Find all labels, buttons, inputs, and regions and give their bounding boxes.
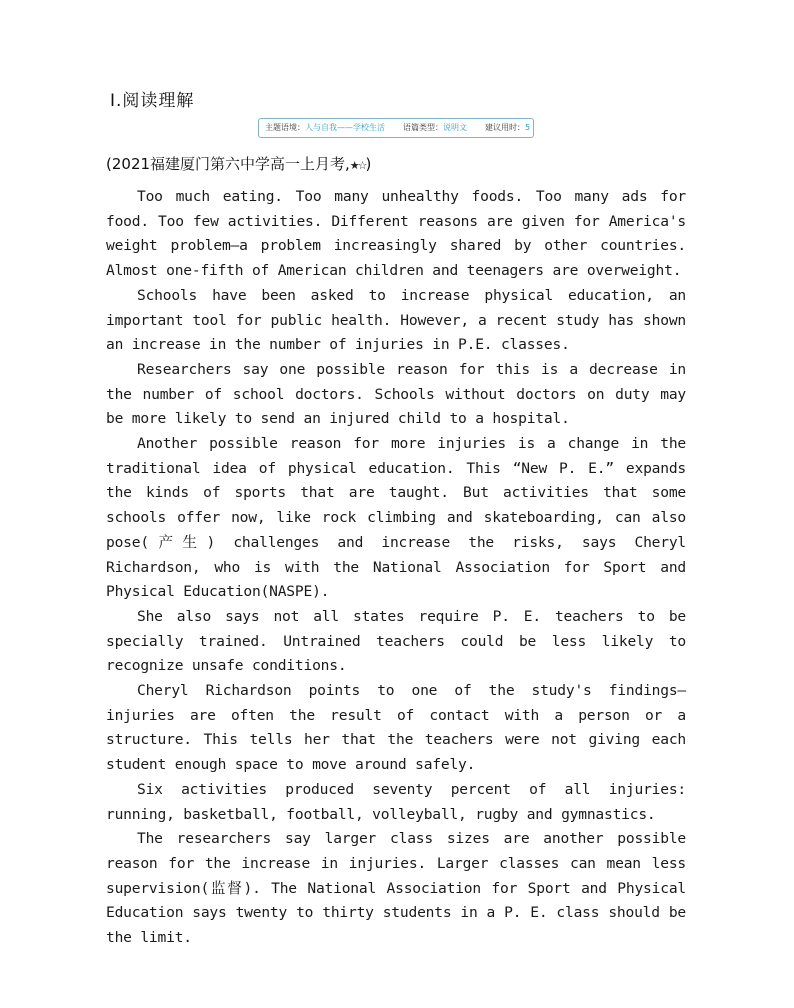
type-label: 语篇类型： [403, 123, 443, 132]
info-box [258, 118, 534, 138]
theme-value: 人与自我——学校生活 [305, 123, 385, 132]
paragraph-5: She also says not all states require P. E. teachers to be specially trained. Untrained teachers could be less likely to recognize unsafe conditions. [106, 607, 686, 675]
source-line [106, 153, 371, 174]
theme-label: 主题语境： [265, 123, 305, 132]
paragraph-2: Schools have been asked to increase physical education, an important tool for public health. However, a recent study has shown an increase in the number of injuries in P.E. classes. [106, 286, 686, 354]
time-value: 5 [525, 123, 531, 132]
paragraph-4: Another possible reason for more injuries is a change in the traditional idea of physical education. This “New P. E.” expands the kinds of sports that are taught. But activities that some schools offer now, like rock climbing and skateboarding, can also pose(产生) challenges and increase the risks, says Cheryl Richardson, who is with the National Association for Sport and Physical Education(NASPE). [106, 435, 686, 601]
type-value: 说明文 [443, 123, 467, 132]
source-close: ) [365, 155, 372, 173]
paragraph-7: Six activities produced seventy percent of all injuries: running, basketball, football, volleyball, rugby and gymnastics. [106, 780, 686, 823]
difficulty-stars-icon: ★☆ [349, 159, 366, 172]
article-body [106, 185, 686, 951]
section-heading: Ⅰ.阅读理解 [110, 91, 195, 111]
paragraph-8: The researchers say larger class sizes are another possible reason for the increase in injuries. Larger classes can mean less supervision(监督). The National Association for Sport and Physical Education says twenty to thirty students in a P. E. class should be the limit. [106, 830, 686, 947]
paragraph-6: Cheryl Richardson points to one of the study's findings—injuries are often the result of contact with a person or a structure. This tells her that the teachers were not giving each student enough space to move around safely. [106, 682, 686, 774]
paragraph-3: Researchers say one possible reason for this is a decrease in the number of school doctors. Schools without doctors on duty may be more likely to send an injured child to a hospital. [106, 360, 686, 428]
paragraph-1: Too much eating. Too many unhealthy foods. Too many ads for food. Too few activities. Different reasons are given for America's weight problem—a problem increasingly shared by other countries. Almost one-fifth of American children and teenagers are overweight. [106, 188, 686, 280]
source-text: (2021福建厦门第六中学高一上月考, [106, 155, 350, 173]
time-label: 建议用时： [485, 123, 525, 132]
